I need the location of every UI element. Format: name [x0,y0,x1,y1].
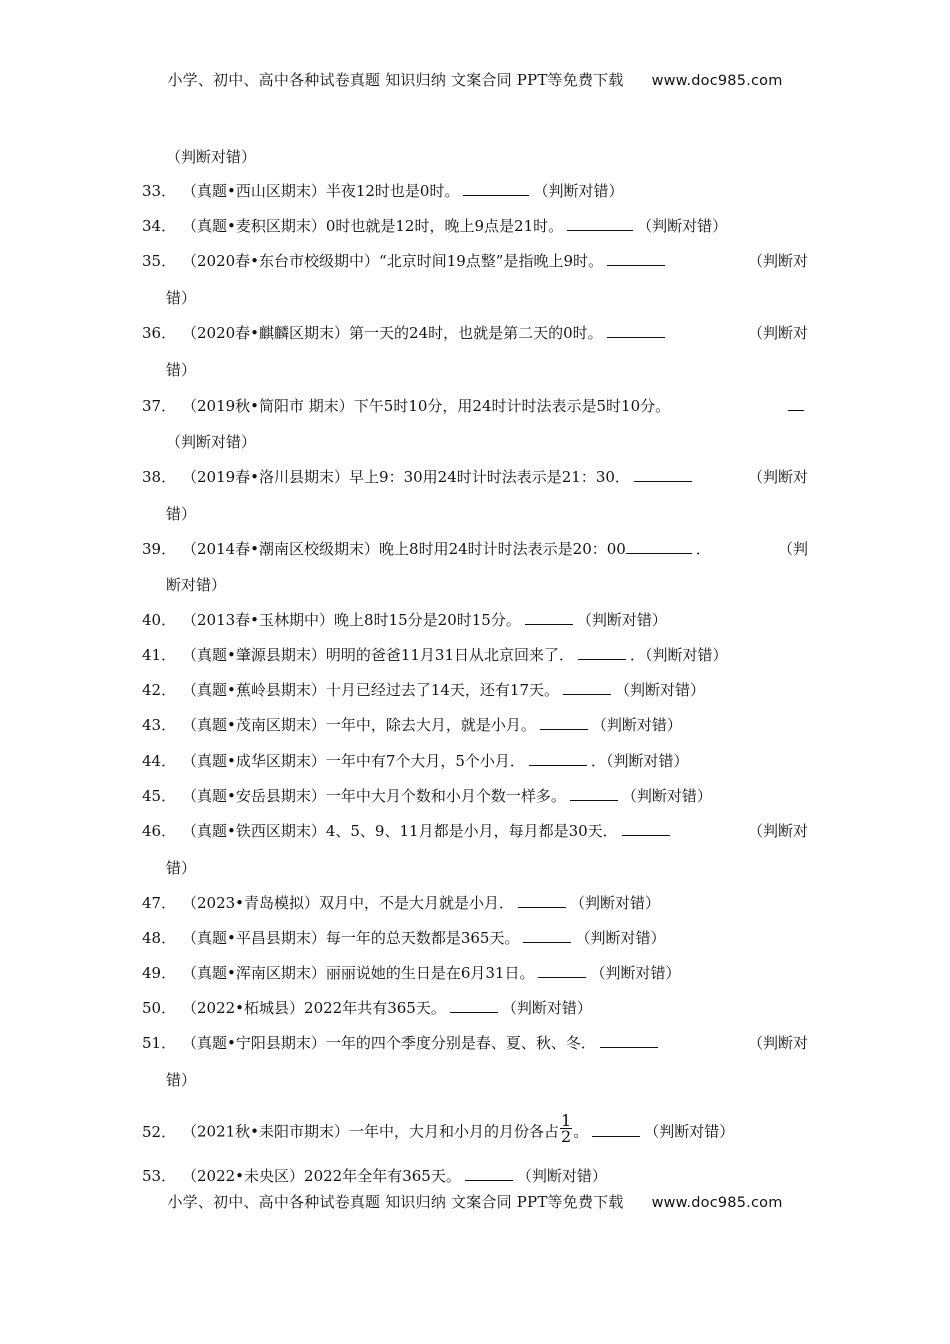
fraction-one-half: $\frac{1}{2}$ [561,1111,572,1146]
answer-blank[interactable] [570,786,618,801]
header-text: 小学、初中、高中各种试卷真题 知识归纳 文案合同 PPT等免费下载 [167,71,624,89]
question-44: 44． （真题•成华区期末）一年中有7个大月，5个小月． ．（判断对错） [142,752,689,770]
question-35: 35． （2020春•东台市校级期中）“北京时间19点整”是指晚上9时。 （判断对 [142,252,808,270]
question-46-cont: 错） [166,859,197,877]
question-34: 34． （真题•麦积区期末）0时也就是12时，晚上9点是21时。 （判断对错） [142,217,728,235]
question-39-cont: 断对错） [166,576,227,594]
question-53: 53． （2022•未央区）2022年全年有365天。 （判断对错） [142,1167,607,1185]
answer-blank[interactable] [523,928,571,943]
question-45: 45． （真题•安岳县期末）一年中大月个数和小月个数一样多。 （判断对错） [142,787,712,805]
answer-blank[interactable] [450,998,498,1013]
question-47: 47． （2023•青岛模拟）双月中，不是大月就是小月． （判断对错） [142,894,661,912]
question-43: 43． （真题•茂南区期末）一年中，除去大月，就是小月。 （判断对错） [142,716,682,734]
question-48: 48． （真题•平昌县期末）每一年的总天数都是365天。 （判断对错） [142,929,666,947]
answer-blank[interactable] [538,963,586,978]
question-36: 36． （2020春•麒麟区期末）第一天的24时，也就是第二天的0时。 （判断对 [142,324,808,342]
answer-blank[interactable] [567,216,633,231]
answer-blank[interactable] [463,181,529,196]
continuation-line: （判断对错） [166,148,257,166]
question-35-cont: 错） [166,289,197,307]
question-51-cont: 错） [166,1071,197,1089]
question-51: 51． （真题•宁阳县期末）一年的四个季度分别是春、夏、秋、冬． （判断对 [142,1034,808,1052]
question-41: 41． （真题•肇源县期末）明明的爸爸11月31日从北京回来了． ．（判断对错） [142,646,728,664]
question-38: 38． （2019春•洛川县期末）早上9：30用24时计时法表示是21：30． （判断对 [142,468,808,486]
answer-blank[interactable] [626,539,692,554]
question-38-cont: 错） [166,505,197,523]
question-52: 52． （2021秋•耒阳市期末）一年中，大月和小月的月份各占 $\frac{1}{2}$ 。 （判断对错） [142,1111,735,1146]
answer-blank[interactable] [529,751,587,766]
answer-blank[interactable] [607,251,665,266]
answer-blank[interactable] [600,1033,658,1048]
answer-blank[interactable] [518,893,566,908]
answer-blank[interactable] [634,467,692,482]
question-49: 49． （真题•浑南区期末）丽丽说她的生日是在6月31日。 （判断对错） [142,964,681,982]
question-39: 39． （2014春•潮南区校级期末）晚上8时用24时计时法表示是20：00 ． （判 [142,540,808,558]
page-footer [0,1191,950,1212]
answer-blank[interactable] [622,821,670,836]
answer-blank[interactable] [525,610,573,625]
page-header [0,69,950,90]
question-42: 42． （真题•蕉岭县期末）十月已经过去了14天，还有17天。 （判断对错） [142,681,706,699]
header-url[interactable]: www.doc985.com [651,73,783,89]
question-50: 50． （2022•柘城县）2022年共有365天。 （判断对错） [142,999,592,1017]
question-46: 46． （真题•铁西区期末）4、5、9、11月都是小月，每月都是30天． （判断对 [142,822,808,840]
answer-blank[interactable] [540,715,588,730]
answer-blank[interactable] [563,680,611,695]
question-37-cont: （判断对错） [166,433,257,451]
answer-blank[interactable] [592,1122,640,1137]
answer-blank[interactable] [578,645,626,660]
question-36-cont: 错） [166,361,197,379]
question-40: 40． （2013春•玉林期中）晚上8时15分是20时15分。 （判断对错） [142,611,667,629]
answer-blank[interactable] [788,396,804,411]
answer-blank[interactable] [607,323,665,338]
footer-url[interactable]: www.doc985.com [651,1195,783,1211]
footer-text: 小学、初中、高中各种试卷真题 知识归纳 文案合同 PPT等免费下载 [167,1193,624,1211]
question-37: 37． （2019秋•简阳市 期末）下午5时10分，用24时计时法表示是5时10分。 [142,396,808,416]
question-33: 33． （真题•西山区期末）半夜12时也是0时。 （判断对错） [142,182,624,200]
answer-blank[interactable] [465,1166,513,1181]
